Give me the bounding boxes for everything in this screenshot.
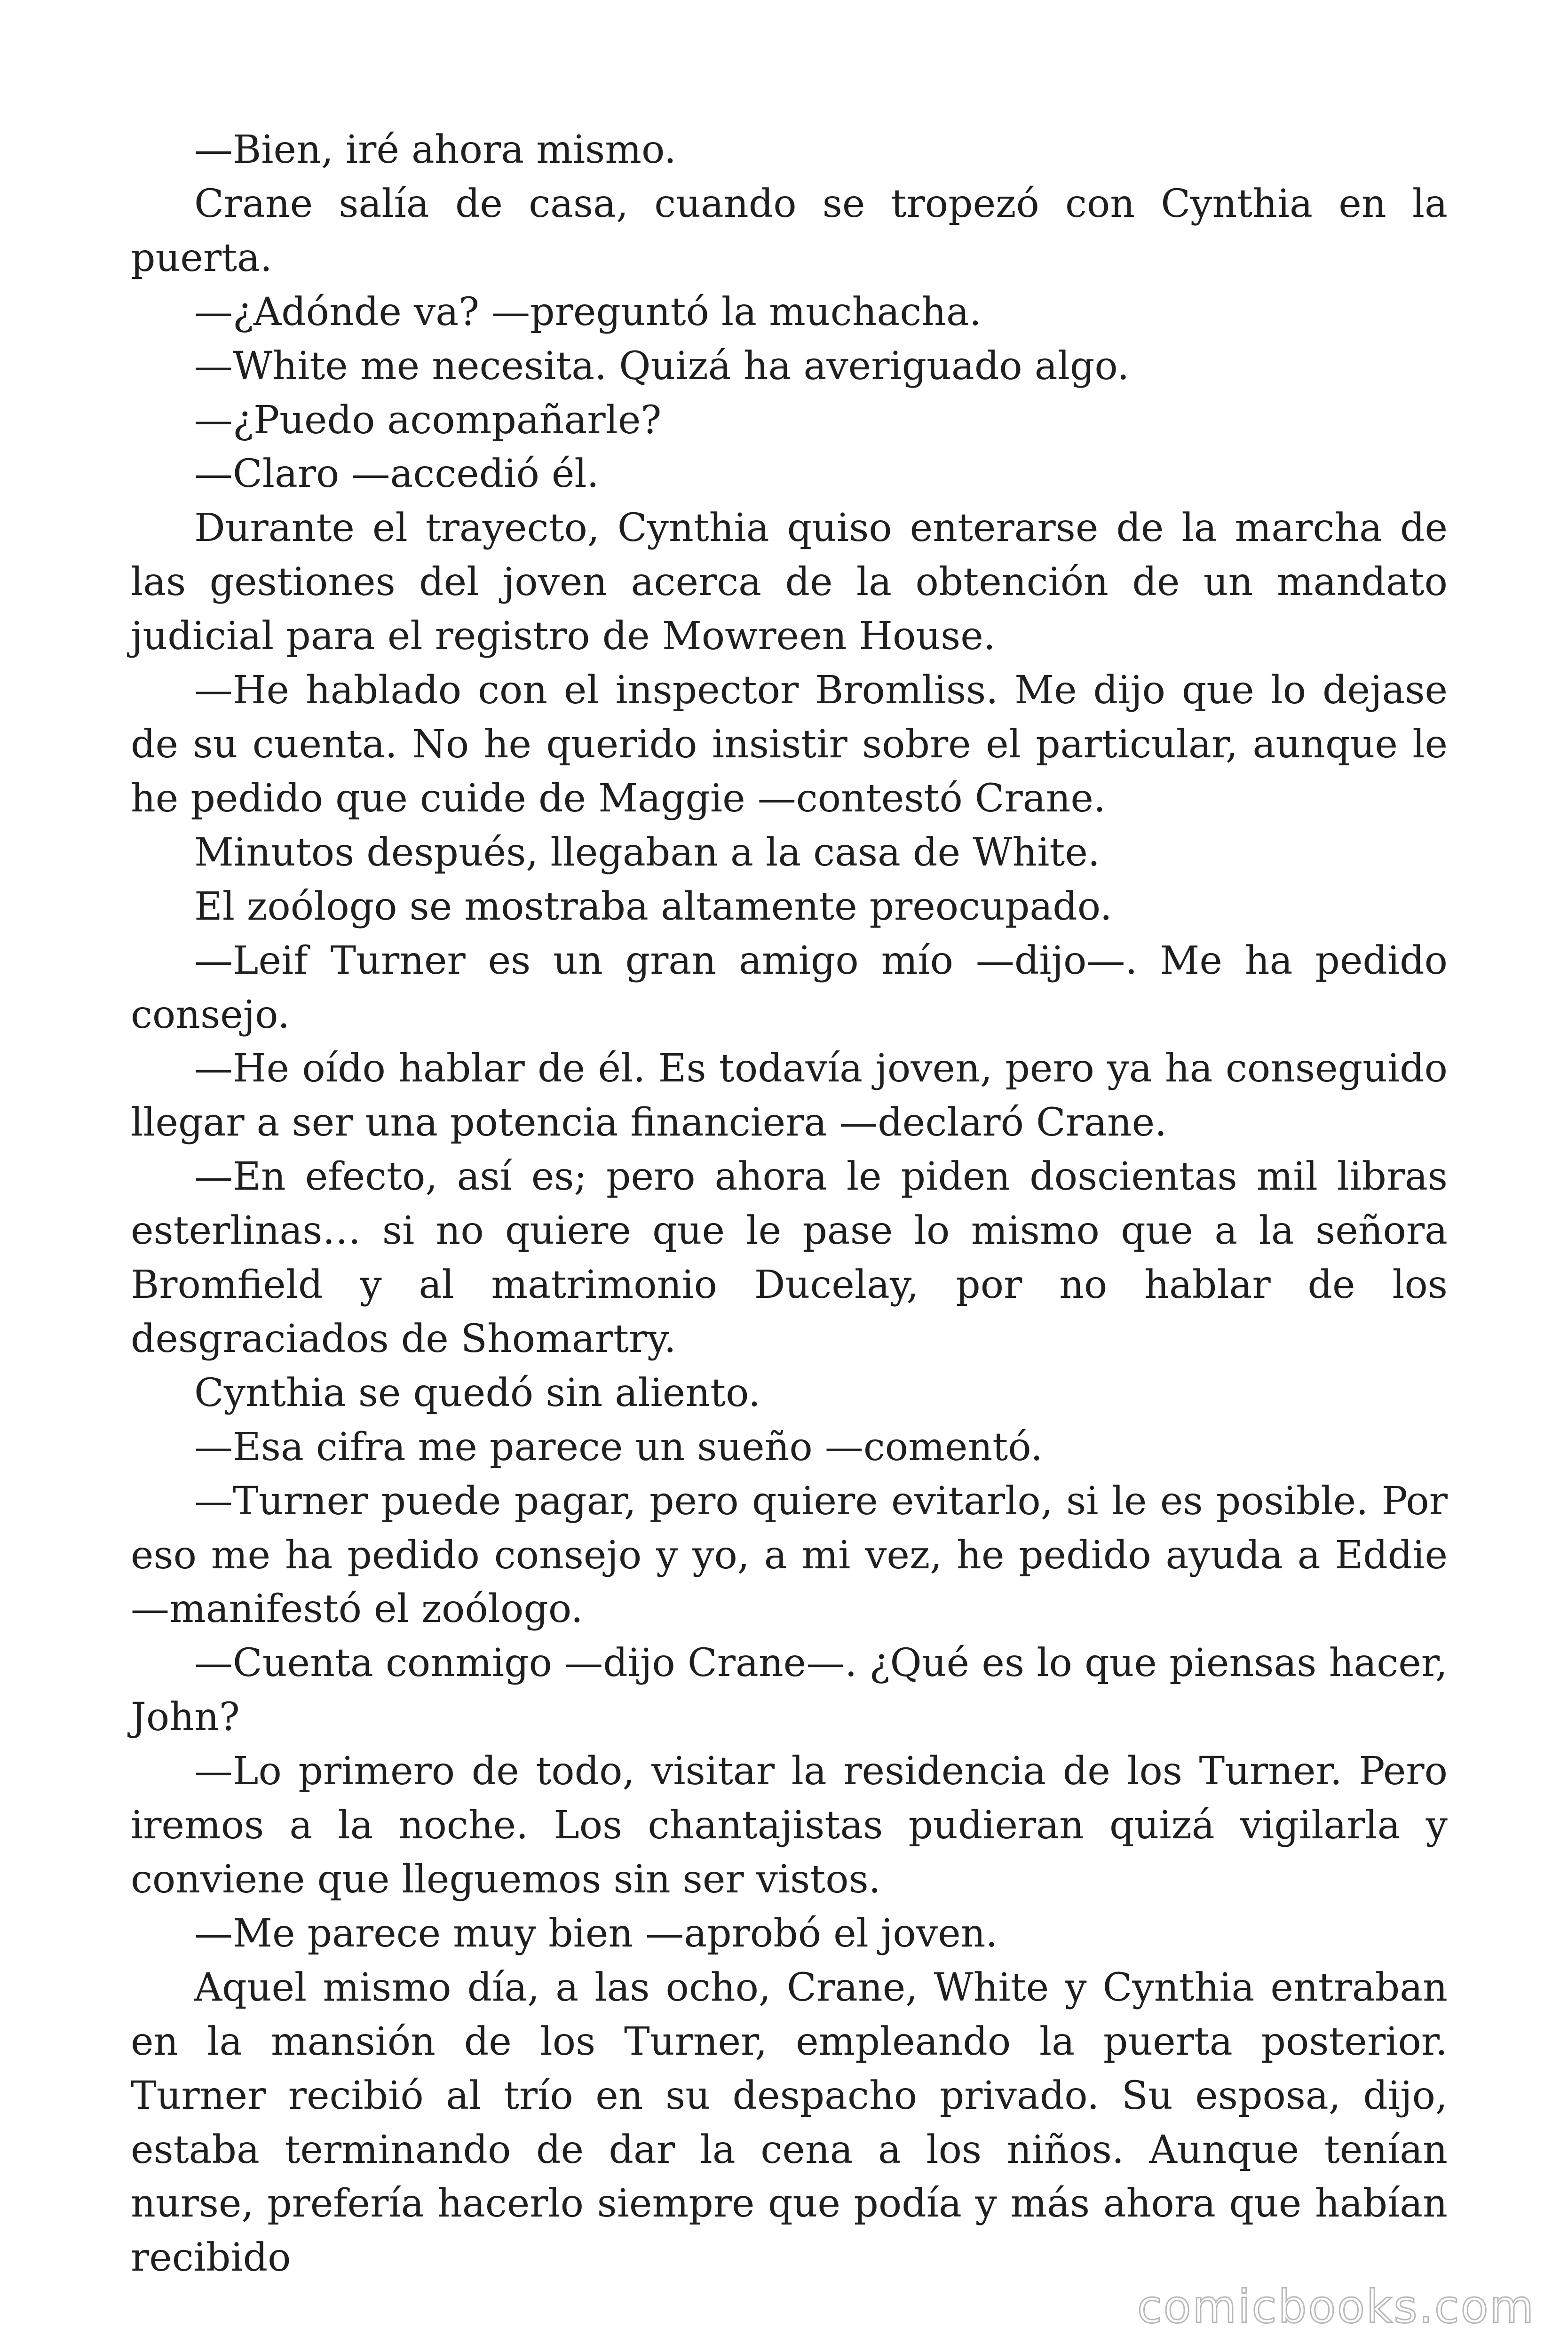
paragraph: —He oído hablar de él. Es todavía joven, pero ya ha conseguido llegar a ser una potencia financiera —declaró Crane. — [131, 1046, 1448, 1145]
paragraph: —Cuenta conmigo —dijo Crane—. ¿Qué es lo que piensas hacer, John? — [131, 1641, 1448, 1740]
paragraph: Durante el trayecto, Cynthia quiso enterarse de la marcha de las gestiones del joven acerca de la obtención de un mandato judicial para el registro de Mowreen House. — [131, 506, 1448, 659]
paragraph: —¿Adónde va? —preguntó la muchacha. — [194, 289, 982, 334]
paragraph: —Lo primero de todo, visitar la residencia de los Turner. Pero iremos a la noche. Los chantajistas pudieran quizá vigilarla y conviene que lleguemos sin ser vistos. — [131, 1749, 1448, 1902]
paragraph: Crane salía de casa, cuando se tropezó con Cynthia en la puerta. — [131, 181, 1448, 280]
body-text — [131, 123, 1448, 2285]
paragraph: Aquel mismo día, a las ocho, Crane, White y Cynthia entraban en la mansión de los Turner, empleando la puerta posterior. Turner recibió al trío en su despacho privado. Su esposa, dijo, estaba terminando de dar la cena a los niños. Aunque tenían nurse, prefería hacerlo siempre que podía y más ahora que habían recibido — [131, 1965, 1448, 2280]
paragraph: —Claro —accedió él. — [194, 452, 599, 497]
paragraph: —Turner puede pagar, pero quiere evitarlo, si le es posible. Por eso me ha pedido consejo y yo, a mi vez, he pedido ayuda a Eddie —manifestó el zoólogo. — [131, 1478, 1448, 1632]
paragraph: —Me parece muy bien —aprobó el joven. — [194, 1911, 998, 1956]
paragraph: —Esa cifra me parece un sueño —comentó. — [194, 1424, 1043, 1470]
paragraph: Minutos después, llegaban a la casa de White. — [194, 830, 1100, 875]
paragraph: —Leif Turner es un gran amigo mío —dijo—. Me ha pedido consejo. — [131, 938, 1448, 1037]
paragraph: —White me necesita. Quizá ha averiguado algo. — [194, 343, 1130, 389]
paragraph: Cynthia se quedó sin aliento. — [194, 1370, 761, 1415]
paragraph: El zoólogo se mostraba altamente preocupado. — [194, 884, 1112, 929]
paragraph: —¿Puedo acompañarle? — [194, 397, 662, 443]
paragraph: —Bien, iré ahora mismo. — [194, 127, 676, 172]
paragraph: —He hablado con el inspector Bromliss. Me dijo que lo dejase de su cuenta. No he querido insistir sobre el particular, aunque le he pedido que cuide de Maggie —contestó Crane. — [131, 668, 1448, 821]
paragraph: —En efecto, así es; pero ahora le piden doscientas mil libras esterlinas… si no quiere que le pase lo mismo que a la señora Bromfield y al matrimonio Ducelay, por no hablar de los desgraciados de Shomartry. — [131, 1154, 1448, 1361]
watermark: comicbooks.com — [1137, 2280, 1535, 2333]
